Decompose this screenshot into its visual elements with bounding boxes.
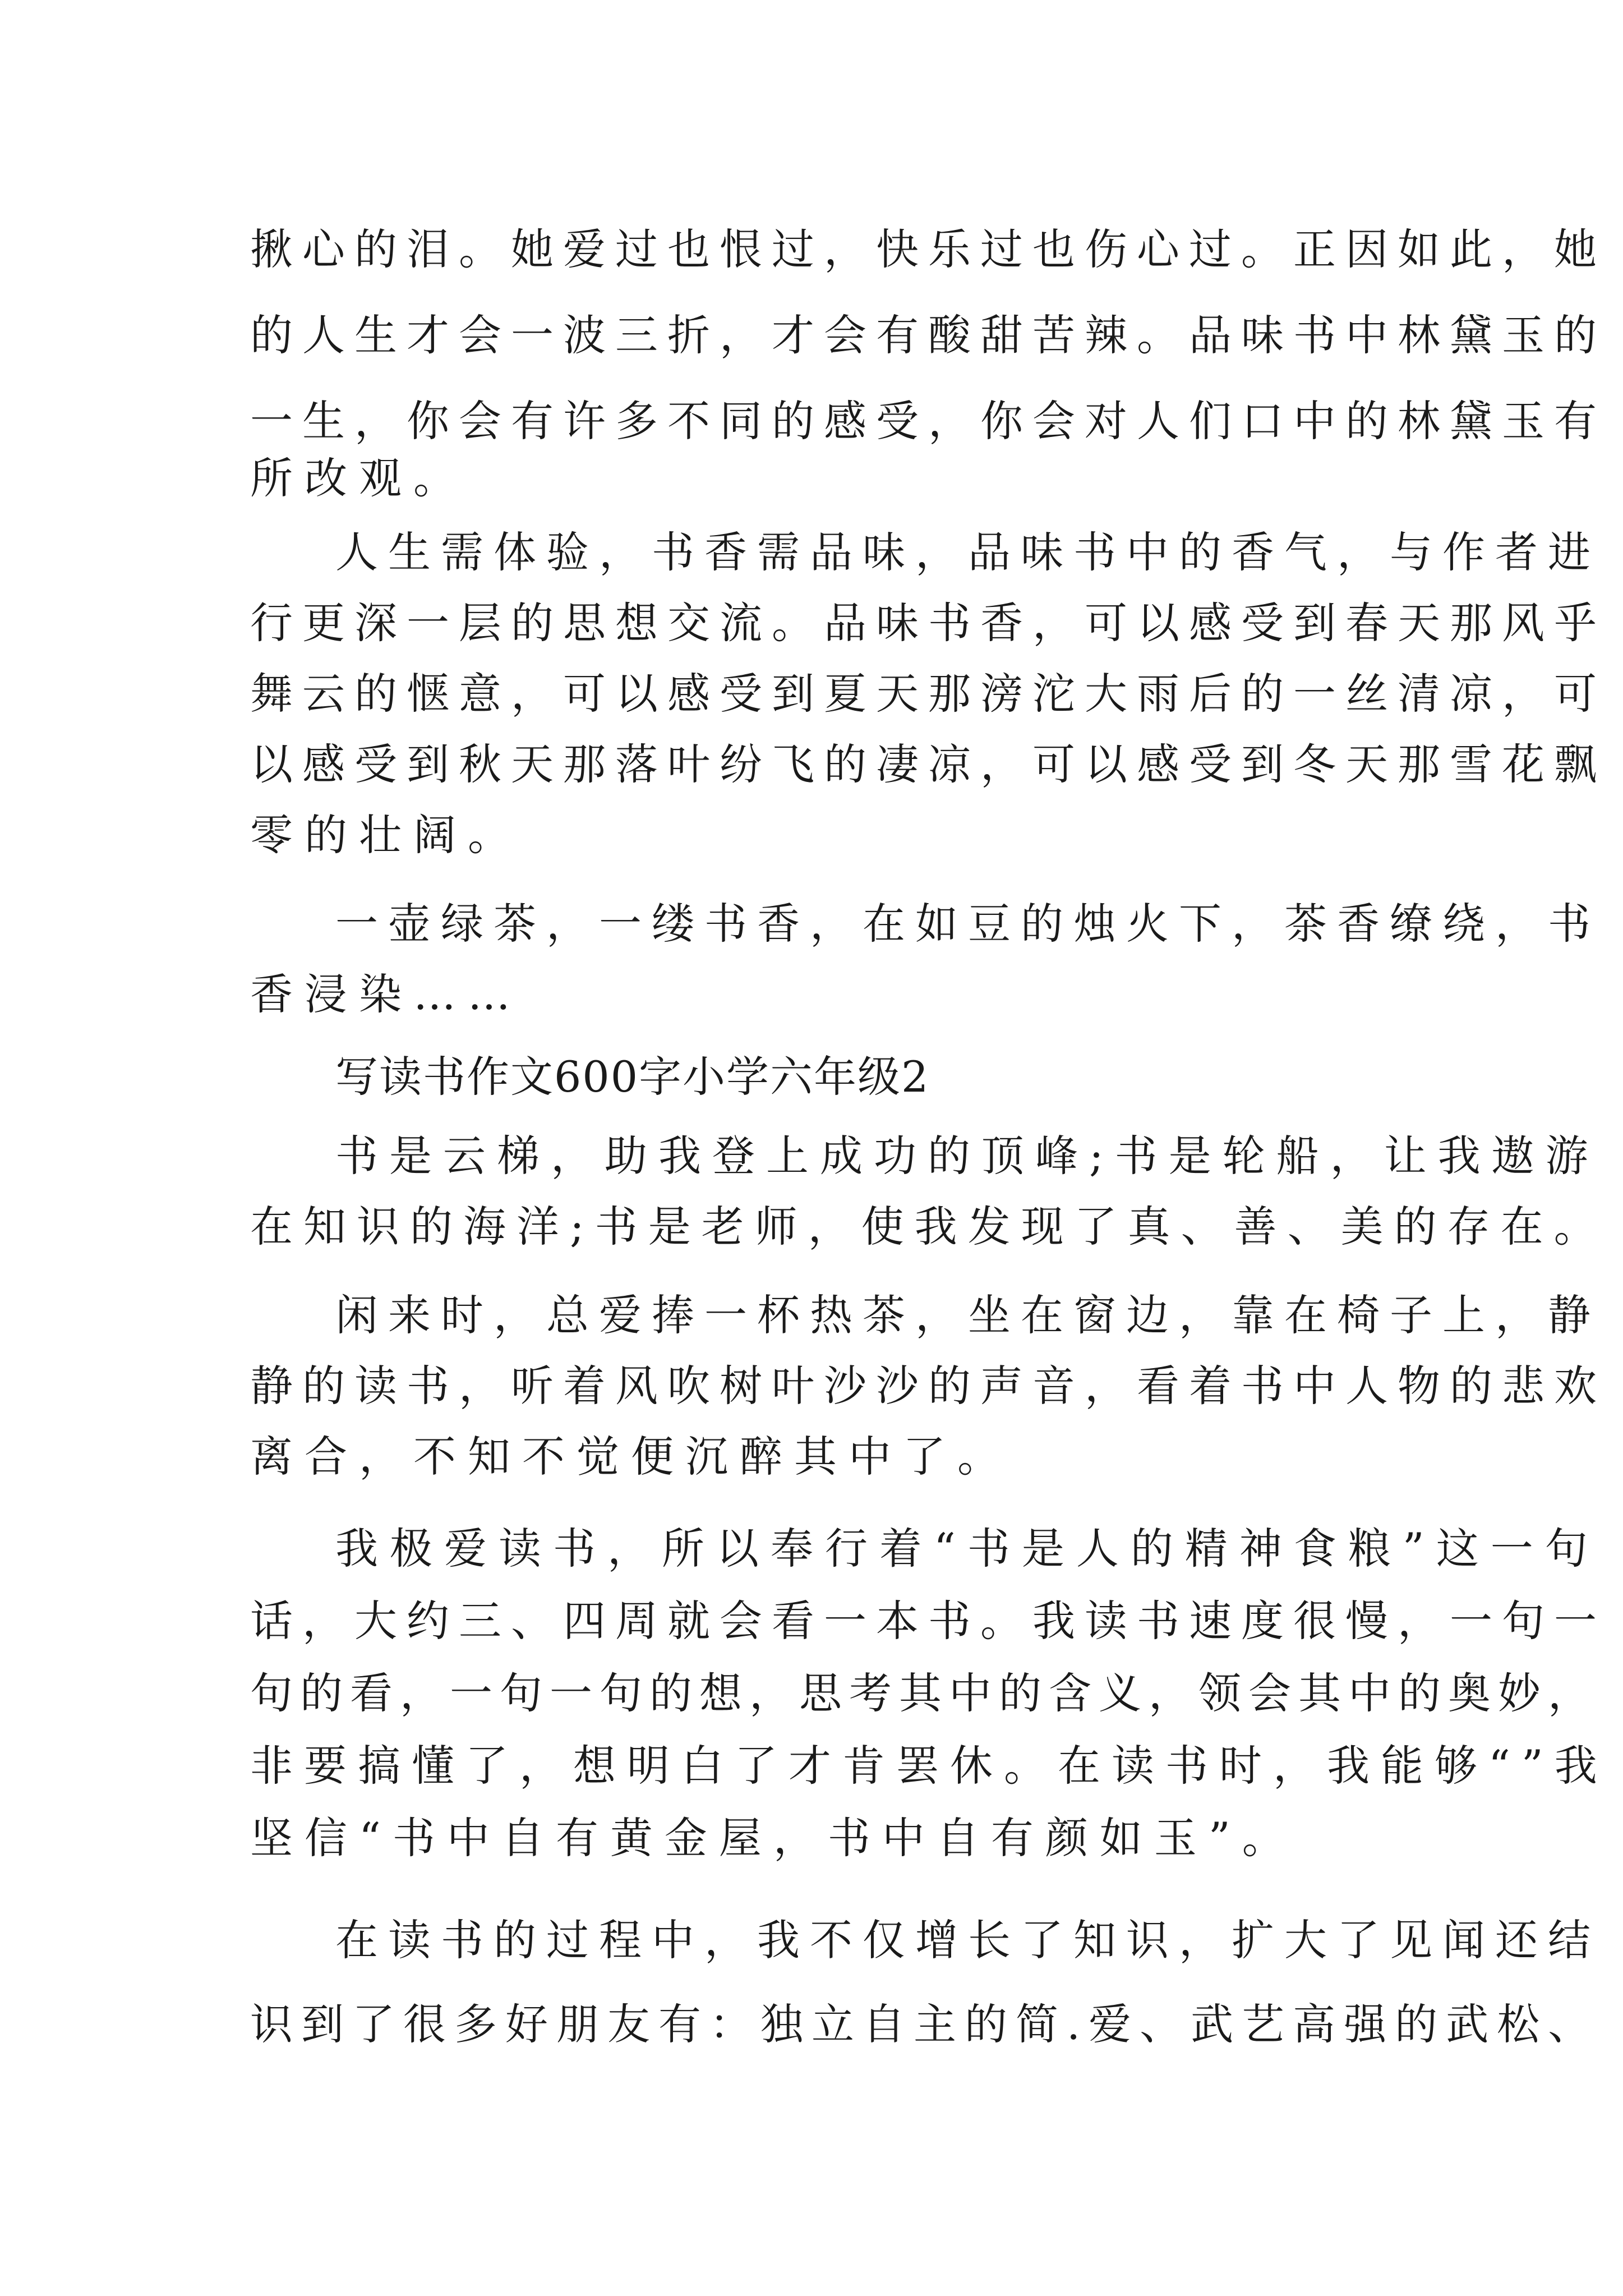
text-line: 香浸染…… xyxy=(250,969,522,1019)
text-line: 行更深一层的思想交流。品味书香，可以感受到春天那风乎 xyxy=(250,598,1606,648)
text-line: 一壶绿茶，一缕书香，在如豆的烛火下，茶香缭绕，书 xyxy=(335,899,1601,949)
text-line: 坚信“书中自有黄金屋，书中自有颜如玉”。 xyxy=(250,1813,1297,1863)
text-line: 零的壮阔。 xyxy=(250,810,522,860)
text-line: 书是云梯，助我登上成功的顶峰;书是轮船，让我遨游 xyxy=(335,1131,1599,1181)
section-title: 写读书作文600字小学六年级2 xyxy=(335,1052,930,1102)
text-line: 非要搞懂了，想明白了才肯罢休。在读书时，我能够“”我 xyxy=(250,1741,1608,1791)
text-line: 话，大约三、四周就会看一本书。我读书速度很慢，一句一 xyxy=(250,1596,1606,1646)
text-line: 人生需体验，书香需品味，品味书中的香气，与作者进 xyxy=(335,527,1601,577)
text-line: 的人生才会一波三折，才会有酸甜苦辣。品味书中林黛玉的 xyxy=(250,310,1606,360)
text-line: 闲来时，总爱捧一杯热茶，坐在窗边，靠在椅子上，静 xyxy=(335,1290,1601,1340)
text-line: 在读书的过程中，我不仅增长了知识，扩大了见闻还结 xyxy=(335,1915,1601,1965)
text-line: 句的看，一句一句的想，思考其中的含义，领会其中的奥妙， xyxy=(250,1668,1598,1718)
text-line: 一生，你会有许多不同的感受，你会对人们口中的林黛玉有 xyxy=(250,396,1606,446)
text-line: 舞云的惬意，可以感受到夏天那滂沱大雨后的一丝清凉，可 xyxy=(250,669,1606,719)
text-line: 所改观。 xyxy=(250,453,468,503)
text-line: 我极爱读书，所以奉行着“书是人的精神食粮”这一句 xyxy=(335,1524,1599,1573)
text-line: 揪心的泪。她爱过也恨过，快乐过也伤心过。正因如此，她 xyxy=(250,224,1606,274)
text-line: 在知识的海洋;书是老师，使我发现了真、善、美的存在。 xyxy=(250,1202,1607,1251)
text-line: 离合，不知不觉便沉醉其中了。 xyxy=(250,1432,1012,1481)
text-line: 识到了很多好朋友有：独立自主的简.爱、武艺高强的武松、 xyxy=(250,1999,1599,2049)
text-line: 静的读书，听着风吹树叶沙沙的声音，看着书中人物的悲欢 xyxy=(250,1361,1606,1411)
text-line: 以感受到秋天那落叶纷飞的凄凉，可以感受到冬天那雪花飘 xyxy=(250,739,1606,789)
